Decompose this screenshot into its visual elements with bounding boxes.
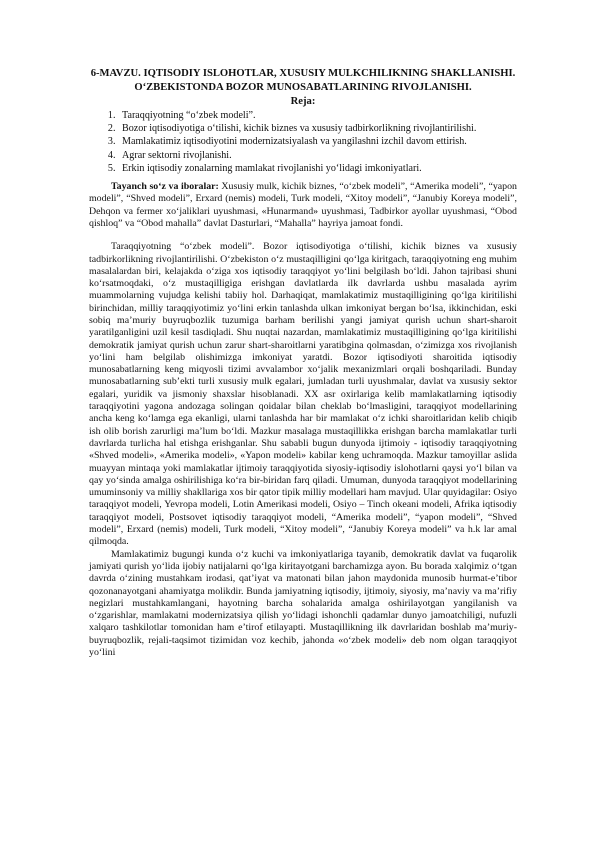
plan-item: 2. Bozor iqtisodiyotiga o‘tilishi, kichik biznes va xususiy tadbirkorlikning rivojlantirilishi. xyxy=(118,122,517,135)
plan-item: 5. Erkin iqtisodiy zonalarning mamlakat rivojlanishi yo‘lidagi imkoniyatlari. xyxy=(118,162,517,175)
document-title: 6-MAVZU. IQTISODIY ISLOHOTLAR, XUSUSIY MULKCHILIKNING SHAKLLANISHI. O‘ZBEKISTONDA BOZOR MUNOSABATLARINING RIVOJLANISHI. xyxy=(90,68,516,93)
plan-item: 3. Mamlakatimiz iqtisodiyotini modernizatsiyalash va yangilashni izchil davom ettirish. xyxy=(118,135,517,148)
plan-item: 1. Taraqqiyotning “o‘zbek modeli”. xyxy=(118,109,517,122)
plan-heading: Reja: xyxy=(290,96,316,107)
body-paragraph-2: Mamlakatimiz bugungi kunda o‘z kuchi va imkoniyatlariga tayanib, demokratik davlat va fuqarolik jamiyati qurish yo‘lida ijobiy natijalarni qo‘lga kiritayotgani barchamizga ayon. Bu borada xalqimiz o‘tgan davrda o‘zining mustahkam irodasi, qat’iyat va matonati bilan jahon maydonida munosib hurmat-e’tibor qozonanayotgani ahamiyatga molikdir. Bunda jamiyatning iqtisodiy, ijtimoiy, siyosiy, ma’naviy va ma’rifiy negizlari mustahkamlangani, hayotning barcha sohalarida amalga oshirilayotgan yangilanish va o‘zgarishlar, mamlakatni modernizatsiya qilish yo‘lidagi ishonchli qadamlar dunyo jamoatchiligi, nufuzli xalqaro tashkilotlar tomonidan ham e’tirof etilayapti. Mustaqillikning ilk davrlaridan boshlab ma’muriy-buyruqbozlik, rejali-taqsimot tizimidan voz kechib, jahonda «o‘zbek modeli» deb nom olgan taraqqiyot yo‘lini xyxy=(89,548,517,658)
document-page xyxy=(89,67,517,659)
key-terms-paragraph xyxy=(89,181,517,230)
body-paragraph-1: Taraqqiyotning “o‘zbek modeli”. Bozor iqtisodiyotiga o‘tilishi, kichik biznes va xususiy tadbirkorlikning rivojlantirilishi. O‘zbekiston o‘z mustaqilligini qo‘lga kiritgach, taraqqiyotning eng muhim masalalardan biri, kelajakda o‘ziga xos iqtisodiy taraqqiyot yo‘lini belgilash bo‘ldi. Jahon tajribasi shuni ko‘rsatmoqdaki, o‘z mustaqilligiga erishgan davlatlarda ilk davrlarda ushbu masalada ayrim muammolarning vujudga kelishi tabiiy hol. Darhaqiqat, mamlakatimiz mustaqilligining qo‘lga kiritilishi birinchidan, milliy taraqqiyotimiz yo‘lini erkin tanlashda ulkan imkoniyat bergan bo‘lsa, ikkinchidan, eski sobiq ma’muriy buyruqbozlik tuzumiga barham berilishi yangi jamiyat qurish uchun shart-sharoit yaratilganligini uzil kesil tasdiqladi. Shu nuqtai nazardan, mamlakatimiz mustaqilligining qo‘lga kiritilishi demokratik jamiyat qurish uchun zarur shart-sharoitlarni yaratibgina qolmasdan, o‘zimizga xos rivojlanish yo‘lini ham belgilab olishimizga imkoniyat yaratdi. Bozor iqtisodiyoti sharoitida iqtisodiy munosabatlarning keng miqyosli tizimi avvalambor xo‘jalik mexanizmlari orqali boshqariladi. Bunday munosabatlarning sub’ekti turli xususiy mulk egalari, jumladan turli uyushmalar, davlat va xususiy sektor egalari, yuridik va jismoniy shaxslar hisoblanadi. XX asr oxirlariga kelib mamlakatlarning iqtisodiy taraqqiyotini yagona andozaga solingan qoidalar bilan cheklab bo‘lmasligini, taraqqiyot modellarining ancha keng ko‘lamga ega ekanligi, ularni tanlashda har bir mamlakat o‘z ichki sharoitlaridan kelib chiqib ish olib borish zarurligi ma’lum bo‘ldi. Mazkur masalaga mustaqillikka erishgan barcha mamlakatlar turli davrlarda turlicha hal etishga erishganlar. Shu sababli bugun dunyoda ijtimoiy - iqtisodiy taraqqiyotning «Shved modeli», «Amerika modeli», «Yapon modeli» kabilar keng uchramoqda. Mazkur tamoyillar aslida muayyan mintaqa yoki mamlakatlar ijtimoiy taraqqiyotida siyosiy-iqtisodiy islohotlarni qaysi yo‘l bilan va qay yo‘sinda amalga oshirilishiga ko‘ra bir-biridan farq qiladi. Umuman, dunyoda taraqqiyot modellarining umuminsoniy va milliy shakllariga xos bir qator tipik milliy modellari ham mavjud. Ular quyidagilar: Osiyo taraqqiyot modeli, Yevropa modeli, Lotin Amerikasi modeli, Osiyo – Tinch okeani modeli, Afrika iqtisodiy taraqqiyot modeli, Postsovet iqtisodiy taraqqiyot modeli, “Amerika modeli”, “yapon modeli”, “Shved modeli”, Erxard (nemis) modeli, Turk modeli, “Xitoy modeli”, “Janubiy Koreya modeli” va h.k lar amal qilmoqda. xyxy=(89,241,517,548)
key-terms-label: Tayanch so‘z va iboralar: xyxy=(111,181,219,193)
plan-item: 4. Agrar sektorni rivojlanishi. xyxy=(118,149,517,162)
key-terms-text: Xususiy mulk, kichik biznes, “o‘zbek modeli”, “Amerika modeli”, “yapon modeli”, “Shved modeli”, Erxard (nemis) modeli, Turk modeli, “Xitoy modeli”, “Janubiy Koreya modeli”, Dehqon va fermer xo‘jaliklari uyushmasi, «Hunarmand» uyushmasi, Tadbirkor ayollar uyushmasi, “Obod qishloq” va “Obod mahalla” davlat Dasturlari, “Mahalla” hayriya jamoat fondi. xyxy=(89,181,517,229)
plan-list xyxy=(89,109,517,175)
